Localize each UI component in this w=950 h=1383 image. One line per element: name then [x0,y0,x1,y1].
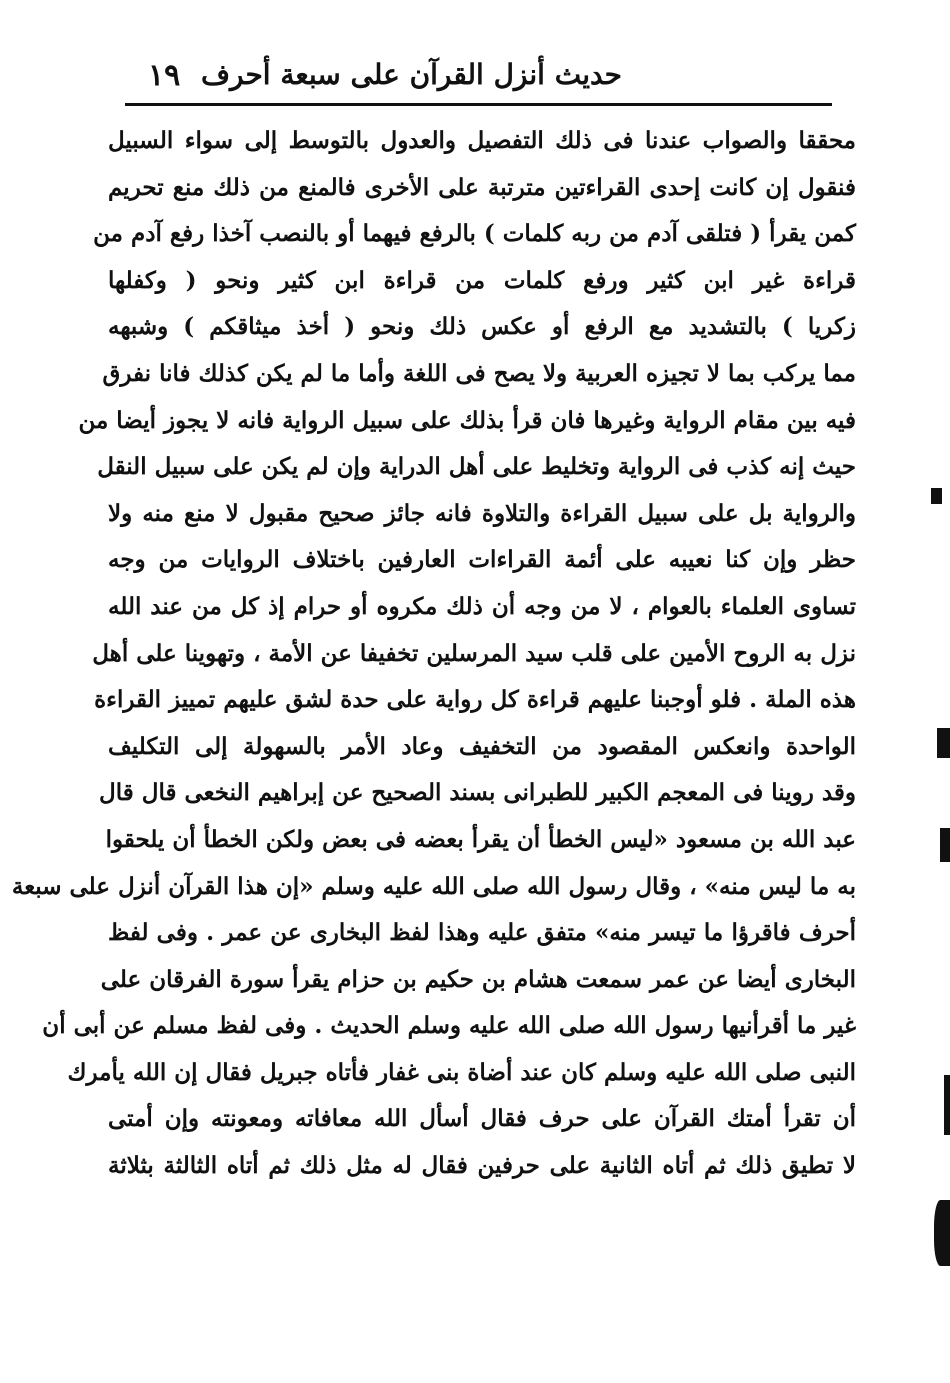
text-line: عبد الله بن مسعود «ليس الخطأ أن يقرأ بعضه فى بعض ولكن الخطأ أن يلحقوا [105,825,856,853]
text-line: فيه بين مقام الرواية وغيرها فان قرأ بذلك على سبيل الرواية فانه لا يجوز أيضا من [78,406,856,434]
page-number: ١٩ [148,58,181,93]
text-line: أن تقرأ أمتك القرآن على حرف فقال أسأل الله معافاته ومعونته وإن أمتى [108,1105,856,1133]
text-line: غير ما أقرأنيها رسول الله صلى الله عليه وسلم الحديث . وفى لفظ مسلم عن أبى أن [42,1012,856,1040]
text-line: تساوى العلماء بالعوام ، لا من وجه أن ذلك مكروه أو حرام إذ كل من عند الله [108,592,856,620]
text-line: نزل به الروح الأمين على قلب سيد المرسلين تخفيفا عن الأمة ، وتهوينا على أهل [92,639,856,667]
text-line: والرواية بل على سبيل القراءة والتلاوة فانه جائز صحيح مقبول لا منع منه ولا [108,499,856,527]
text-line: زكريا ) بالتشديد مع الرفع أو عكس ذلك ونحو ( أخذ ميثاقكم ) وشبهه [108,313,856,341]
text-line: كمن يقرأ ( فتلقى آدم من ربه كلمات ) بالرفع فيهما أو بالنصب آخذا رفع آدم من [93,220,856,248]
text-line: محققا والصواب عندنا فى ذلك التفصيل والعدول بالتوسط إلى سواء السبيل [108,127,856,154]
text-line: به ما ليس منه» ، وقال رسول الله صلى الله عليه وسلم «إن هذا القرآن أنزل على سبعة [11,872,856,900]
body-text [11,118,856,1190]
text-line: وقد روينا فى المعجم الكبير للطبرانى بسند الصحيح عن إبراهيم النخعى قال قال [99,779,856,807]
text-line: فنقول إن كانت إحدى القراءتين مترتبة على الأخرى فالمنع من ذلك منع تحريم [108,173,856,201]
header-rule [125,103,832,106]
text-line: حظر وإن كنا نعيبه على أئمة القراءات العارفين باختلاف الروايات من وجه [108,546,856,574]
scan-mark [944,1075,950,1135]
text-line: البخارى أيضا عن عمر سمعت هشام بن حكيم بن حزام يقرأ سورة الفرقان على [100,965,856,993]
page-header [128,52,828,104]
text-line: لا تطيق ذلك ثم أتاه الثانية على حرفين فقال له مثل ذلك ثم أتاه الثالثة بثلاثة [108,1152,856,1180]
text-line: هذه الملة . فلو أوجبنا عليهم قراءة كل رواية على حدة لشق عليهم تمييز القراءة [94,686,856,714]
text-line: قراءة غير ابن كثير ورفع كلمات من قراءة ابن كثير ونحو ( وكفلها [108,266,856,294]
running-title: حديث أنزل القرآن على سبعة أحرف [201,58,622,91]
scan-mark [931,488,942,504]
scan-mark [934,1200,950,1266]
text-line: حيث إنه كذب فى الرواية وتخليط على أهل الدراية وإن لم يكن على سبيل النقل [97,453,856,481]
scan-mark [937,728,950,758]
scan-mark [940,828,950,862]
text-line: أحرف فاقرؤا ما تيسر منه» متفق عليه وهذا لفظ البخارى عن عمر . وفى لفظ [108,919,856,947]
text-line: الواحدة وانعكس المقصود من التخفيف وعاد الأمر بالسهولة إلى التكليف [108,732,856,760]
text-line: مما يركب بما لا تجيزه العربية ولا يصح فى اللغة وأما ما لم يكن كذلك فانا نفرق [102,359,856,387]
text-line: النبى صلى الله عليه وسلم كان عند أضاة بنى غفار فأتاه جبريل فقال إن الله يأمرك [67,1058,856,1086]
